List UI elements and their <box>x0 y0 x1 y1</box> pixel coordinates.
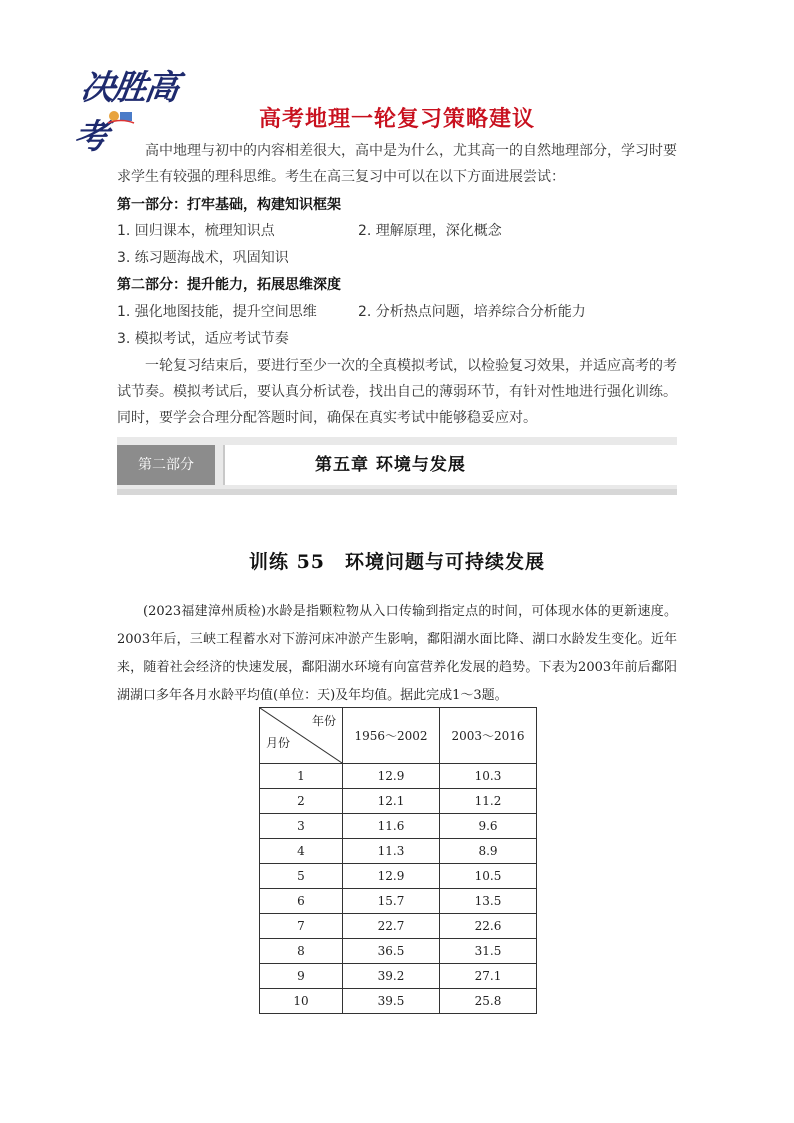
banner-chapter-title: 第五章 环境与发展 <box>315 455 466 475</box>
closing-paragraph: 一轮复习结束后，要进行至少一次的全真模拟考试，以检验复习效果，并适应高考的考试节奏。模拟考试后，要认真分析试卷，找出自己的薄弱环节，有针对性地进行强化训练。同时，要学会合理分配答题时间，确保在真实考试中能够稳妥应对。 <box>117 358 677 426</box>
table-row <box>260 864 537 889</box>
cell-2003-2016: 11.2 <box>440 789 537 814</box>
cell-2003-2016: 31.5 <box>440 939 537 964</box>
cell-1956-2002: 22.7 <box>343 914 440 939</box>
cell-1956-2002: 39.2 <box>343 964 440 989</box>
cell-2003-2016: 27.1 <box>440 964 537 989</box>
cell-1956-2002: 11.3 <box>343 839 440 864</box>
section-title: 训练 55 环境问题与可持续发展 <box>248 551 546 573</box>
table-body <box>260 764 537 1014</box>
cell-2003-2016: 8.9 <box>440 839 537 864</box>
cell-2003-2016: 9.6 <box>440 814 537 839</box>
header-col1: 1956～2002 <box>343 708 440 764</box>
water-age-table <box>259 707 537 1014</box>
part1-heading: 第一部分：打牢基础，构建知识框架 <box>117 197 341 213</box>
cell-1956-2002: 39.5 <box>343 989 440 1014</box>
table-row <box>260 764 537 789</box>
page-title: 高考地理一轮复习策略建议 <box>258 107 535 132</box>
question-text: (2023福建漳州质检)水龄是指颗粒物从入口传输到指定点的时间，可体现水体的更新速度。2003年后，三峡工程蓄水对下游河床冲淤产生影响，鄱阳湖水面比降、湖口水龄发生变化。近年来，随着社会经济的快速发展，鄱阳湖水环境有向富营养化发展的趋势。下表为2003年前后鄱阳湖湖口多年各月水龄平均值(单位：天)及年均值。据此完成1～3题。 <box>117 604 677 703</box>
cell-month: 3 <box>260 814 343 839</box>
cell-2003-2016: 13.5 <box>440 889 537 914</box>
table-row <box>260 989 537 1014</box>
part2-heading: 第二部分：提升能力，拓展思维深度 <box>117 277 341 293</box>
cell-month: 7 <box>260 914 343 939</box>
banner-part-label: 第二部分 <box>117 445 215 485</box>
banner-title-box <box>223 445 679 485</box>
table-header-row <box>260 708 537 764</box>
chapter-banner <box>117 437 677 495</box>
cell-1956-2002: 12.1 <box>343 789 440 814</box>
cell-1956-2002: 36.5 <box>343 939 440 964</box>
table-row <box>260 889 537 914</box>
cell-1956-2002: 15.7 <box>343 889 440 914</box>
table-row <box>260 839 537 864</box>
cell-month: 1 <box>260 764 343 789</box>
cell-month: 4 <box>260 839 343 864</box>
cell-month: 5 <box>260 864 343 889</box>
part2-item3: 3. 模拟考试，适应考试节奏 <box>117 331 289 347</box>
cell-1956-2002: 12.9 <box>343 864 440 889</box>
table-row <box>260 789 537 814</box>
part1-item3: 3. 练习题海战术，巩固知识 <box>117 250 289 266</box>
cell-1956-2002: 12.9 <box>343 764 440 789</box>
part1-item2: 2. 理解原理，深化概念 <box>358 223 502 239</box>
cell-month: 2 <box>260 789 343 814</box>
cell-month: 9 <box>260 964 343 989</box>
part1-item1: 1. 回归课本，梳理知识点 <box>117 223 275 239</box>
table-corner-header <box>260 708 343 764</box>
cell-month: 8 <box>260 939 343 964</box>
banner-divider <box>117 489 677 495</box>
table-row <box>260 914 537 939</box>
cell-month: 10 <box>260 989 343 1014</box>
cell-2003-2016: 22.6 <box>440 914 537 939</box>
header-month-label: 月份 <box>266 736 291 750</box>
logo-text: 决胜高考 <box>71 68 180 157</box>
cell-2003-2016: 25.8 <box>440 989 537 1014</box>
cell-2003-2016: 10.5 <box>440 864 537 889</box>
cell-month: 6 <box>260 889 343 914</box>
header-year-label: 年份 <box>311 714 336 728</box>
table-row <box>260 964 537 989</box>
header-col2: 2003～2016 <box>440 708 537 764</box>
table-row <box>260 814 537 839</box>
part2-item2: 2. 分析热点问题，培养综合分析能力 <box>358 304 586 320</box>
cell-2003-2016: 10.3 <box>440 764 537 789</box>
part2-item1: 1. 强化地图技能，提升空间思维 <box>117 304 317 320</box>
table-row <box>260 939 537 964</box>
intro-paragraph: 高中地理与初中的内容相差很大，高中是为什么，尤其高一的自然地理部分，学习时要求学生有较强的理科思维。考生在高三复习中可以在以下方面进展尝试： <box>117 143 677 185</box>
cell-1956-2002: 11.6 <box>343 814 440 839</box>
